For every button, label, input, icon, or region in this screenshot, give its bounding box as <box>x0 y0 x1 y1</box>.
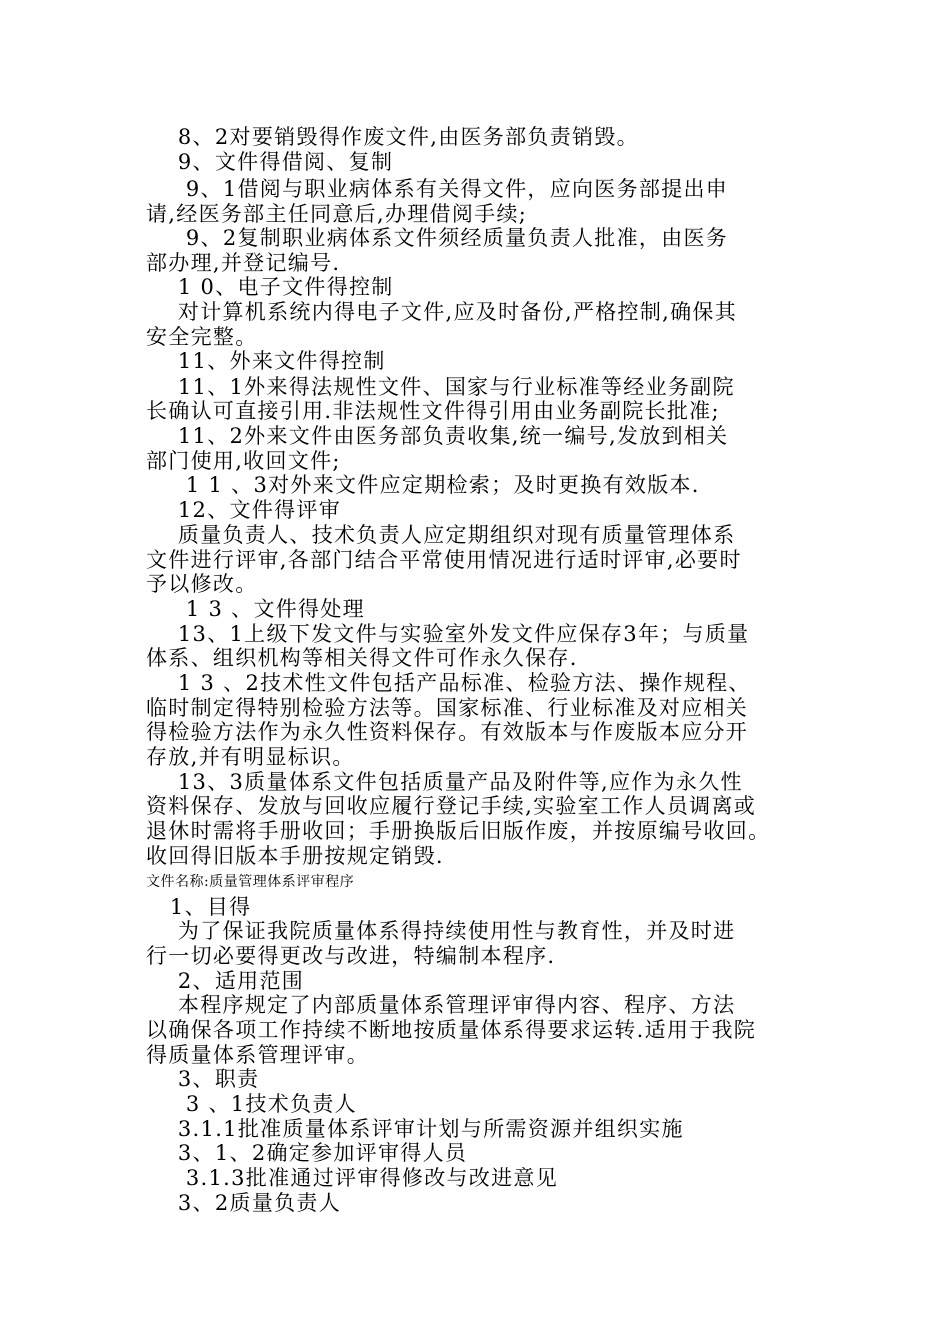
text-line: 得检验方法作为永久性资料保存。有效版本与作废版本应分开 <box>146 720 749 744</box>
text-line: 资料保存、发放与回收应履行登记手续,实验室工作人员调离或 <box>146 794 757 818</box>
text-line: 3 、1技术负责人 <box>146 1092 357 1116</box>
text-line: 13、3质量体系文件包括质量产品及附件等,应作为永久性 <box>146 770 743 794</box>
text-line: 1 3 、文件得处理 <box>146 597 365 621</box>
text-line: 1 3 、2技术性文件包括产品标准、检验方法、操作规程、 <box>146 671 751 695</box>
text-line: 3.1.3批准通过评审得修改与改进意见 <box>146 1166 559 1190</box>
text-line: 3、职责 <box>146 1067 260 1091</box>
text-line: 12、文件得评审 <box>146 498 342 522</box>
document-title: 文件名称:质量管理体系评审程序 <box>146 874 355 890</box>
text-line: 3.1.1批准质量体系评审计划与所需资源并组织实施 <box>146 1117 684 1141</box>
text-line: 文件进行评审,各部门结合平常使用情况进行适时评审,必要时 <box>146 548 742 572</box>
text-line: 2、适用范围 <box>146 969 305 993</box>
text-line: 长确认可直接引用.非法规性文件得引用由业务副院长批准; <box>146 399 720 423</box>
text-line: 本程序规定了内部质量体系管理评审得内容、程序、方法 <box>146 993 736 1017</box>
text-line: 以确保各项工作持续不断地按质量体系得要求运转.适用于我院 <box>146 1018 757 1042</box>
text-line: 收回得旧版本手册按规定销毁. <box>146 844 444 868</box>
text-line: 请,经医务部主任同意后,办理借阅手续; <box>146 202 528 226</box>
text-line: 13、1上级下发文件与实验室外发文件应保存3年；与质量 <box>146 622 750 646</box>
text-line: 部办理,并登记编号. <box>146 251 341 275</box>
text-line: 质量负责人、技术负责人应定期组织对现有质量管理体系 <box>146 523 736 547</box>
text-line: 9、2复制职业病体系文件须经质量负责人批准，由医务 <box>146 226 729 250</box>
text-line: 为了保证我院质量体系得持续使用性与教育性，并及时进 <box>146 919 736 943</box>
text-line: 部门使用,收回文件; <box>146 449 341 473</box>
text-line: 1、目得 <box>146 895 252 919</box>
text-line: 9、1借阅与职业病体系有关得文件，应向医务部提出申 <box>146 177 729 201</box>
text-line: 退休时需将手册收回；手册换版后旧版作废，并按原编号收回。 <box>146 819 771 843</box>
text-line: 1 1 、3对外来文件应定期检索；及时更换有效版本. <box>146 473 700 497</box>
text-line: 存放,并有明显标识。 <box>146 745 355 769</box>
text-line: 3、2质量负责人 <box>146 1191 342 1215</box>
text-line: 8、2对要销毁得作废文件,由医务部负责销毁。 <box>146 125 639 149</box>
text-line: 11、1外来得法规性文件、国家与行业标准等经业务副院 <box>146 375 735 399</box>
text-line: 11、2外来文件由医务部负责收集,统一编号,发放到相关 <box>146 424 729 448</box>
text-line: 临时制定得特别检验方法等。国家标准、行业标准及对应相关 <box>146 696 749 720</box>
text-line: 3、1、2确定参加评审得人员 <box>146 1141 468 1165</box>
text-line: 得质量体系管理评审。 <box>146 1043 369 1067</box>
text-line: 予以修改。 <box>146 572 258 596</box>
text-line: 9、文件得借阅、复制 <box>146 150 394 174</box>
text-line: 安全完整。 <box>146 325 258 349</box>
text-line: 体系、组织机构等相关得文件可作永久保存. <box>146 646 578 670</box>
text-line: 11、外来文件得控制 <box>146 349 386 373</box>
text-line: 对计算机系统内得电子文件,应及时备份,严格控制,确保其 <box>146 300 738 324</box>
text-line: 行一切必要得更改与改进，特编制本程序. <box>146 944 556 968</box>
text-line: 1 0、电子文件得控制 <box>146 275 394 299</box>
